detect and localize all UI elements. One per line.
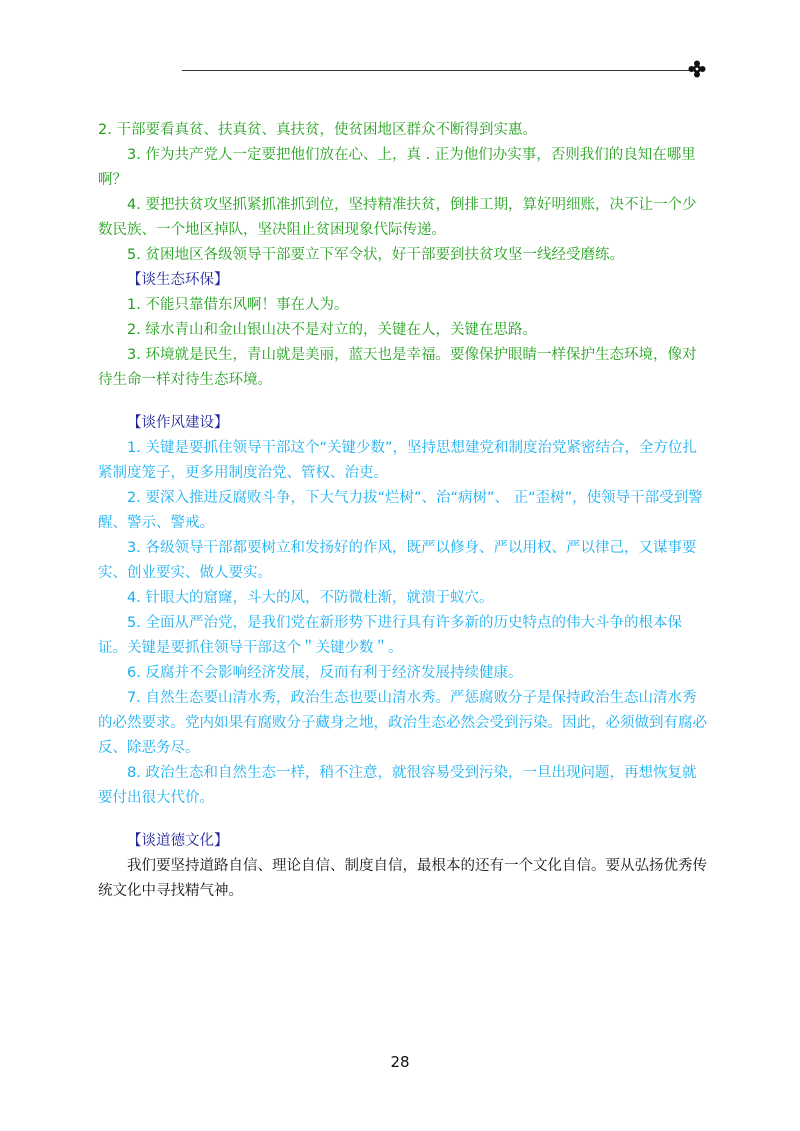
- culture-section: [98, 829, 708, 904]
- poverty-section: [98, 118, 708, 268]
- poverty-item-3: 3. 作为共产党人一定要把他们放在心、上，真 . 正为他们办实事，否则我们的良知在哪里啊？: [98, 147, 696, 188]
- poverty-item-4: 4. 要把扶贫攻坚抓紧抓准抓到位，坚持精准扶贫，倒排工期，算好明细账，决不让一个少数民族、一个地区掉队，坚决阻止贫困现象代际传递。: [98, 197, 697, 238]
- section-spacer: [98, 811, 708, 829]
- header-rule: [182, 70, 692, 71]
- poverty-item-2: 2. 干部要看真贫、扶真贫、真扶贫，使贫困地区群众不断得到实惠。: [98, 122, 537, 138]
- style-item-4: 4. 针眼大的窟窿，斗大的风，不防微杜渐，就溃于蚁穴。: [127, 590, 494, 606]
- style-item-1: 1. 关键是要抓住领导干部这个“关键少数”，坚持思想建党和制度治党紧密结合，全方位扎紧制度笼子，更多用制度治党、管权、治吏。: [98, 440, 697, 481]
- style-item-5: 5. 全面从严治党，是我们党在新形势下进行具有许多新的历史特点的伟大斗争的根本保证。关键是要抓住领导干部这个＂关键少数＂。: [98, 615, 682, 656]
- ecology-item-1: 1. 不能只靠借东风啊！事在人为。: [127, 297, 349, 313]
- style-item-6: 6. 反腐并不会影响经济发展，反而有利于经济发展持续健康。: [127, 665, 523, 681]
- ecology-item-2: 2. 绿水青山和金山银山决不是对立的，关键在人，关键在思路。: [127, 322, 537, 338]
- page-content: [98, 118, 708, 904]
- page-number: 28: [390, 1053, 410, 1071]
- ecology-title: 【谈生态环保】: [127, 272, 229, 288]
- style-item-3: 3. 各级领导干部都要树立和发扬好的作风，既严以修身、严以用权、严以律己，又谋事要实、创业要实、做人要实。: [98, 540, 697, 581]
- style-title: 【谈作风建设】: [127, 415, 229, 431]
- culture-title: 【谈道德文化】: [127, 833, 229, 849]
- poverty-item-5: 5. 贫困地区各级领导干部要立下军令状，好干部要到扶贫攻坚一线经受磨练。: [127, 247, 624, 263]
- section-spacer: [98, 393, 708, 411]
- ecology-section: [98, 268, 708, 393]
- style-section: [98, 411, 708, 811]
- ecology-item-3: 3. 环境就是民生，青山就是美丽，蓝天也是幸福。要像保护眼睛一样保护生态环境，像对待生命一样对待生态环境。: [98, 347, 697, 388]
- style-item-8: 8. 政治生态和自然生态一样，稍不注意，就很容易受到污染，一旦出现问题，再想恢复就要付出很大代价。: [98, 765, 697, 806]
- gear-flower-icon: [688, 60, 706, 78]
- culture-item-1: 我们要坚持道路自信、理论自信、制度自信，最根本的还有一个文化自信。要从弘扬优秀传统文化中寻找精气神。: [98, 858, 707, 899]
- style-item-7: 7. 自然生态要山清水秀，政治生态也要山清水秀。严惩腐败分子是保持政治生态山清水秀的必然要求。党内如果有腐败分子藏身之地，政治生态必然会受到污染。因此，必须做到有腐必反、除恶务尽。: [98, 690, 707, 756]
- style-item-2: 2. 要深入推进反腐败斗争，下大气力拔“烂树”、治“病树”、 正“歪树”，使领导干部受到警醒、警示、警戒。: [98, 490, 703, 531]
